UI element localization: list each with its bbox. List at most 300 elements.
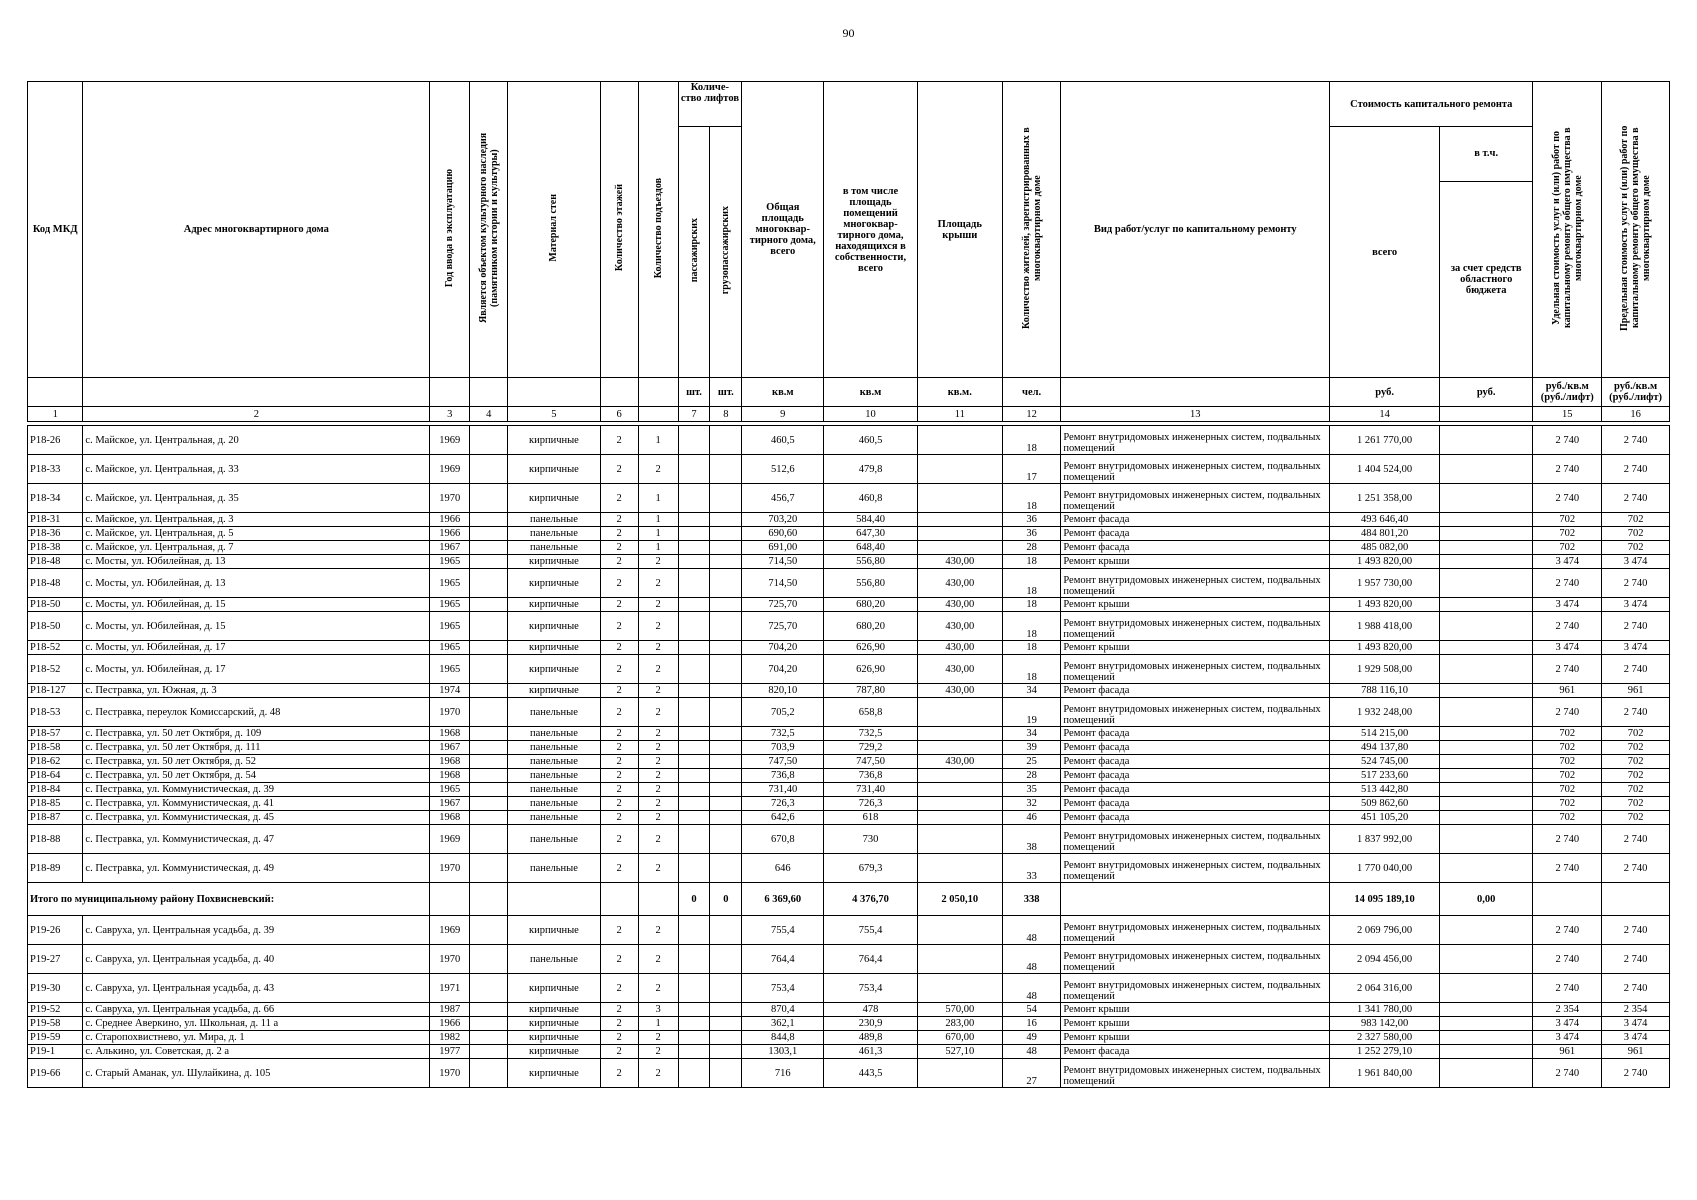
address-cell: с. Пестравка, ул. Южная, д. 3 bbox=[83, 684, 430, 698]
column-number: 15 bbox=[1533, 407, 1602, 422]
floors-cell: 2 bbox=[600, 655, 638, 684]
unit-cost-cell: 702 bbox=[1533, 541, 1602, 555]
unit-cost-cell: 2 740 bbox=[1533, 825, 1602, 854]
code-cell: Р18-36 bbox=[28, 527, 83, 541]
wall-cell: кирпичные bbox=[508, 612, 600, 641]
roof-area-cell: 670,00 bbox=[917, 1031, 1002, 1045]
cost-total-cell: 788 116,10 bbox=[1330, 684, 1440, 698]
lifts-cargo-cell bbox=[710, 783, 742, 797]
lifts-pass-cell bbox=[678, 541, 710, 555]
heritage-cell bbox=[470, 641, 508, 655]
unit-cost-cell: 702 bbox=[1533, 513, 1602, 527]
entrances-cell: 2 bbox=[638, 741, 678, 755]
unit-cost-cell: 702 bbox=[1533, 727, 1602, 741]
year-cell: 1966 bbox=[430, 527, 470, 541]
owned-area-cell: 747,50 bbox=[824, 755, 917, 769]
cost-regional-cell bbox=[1440, 655, 1533, 684]
address-cell: с. Савруха, ул. Центральная усадьба, д. 43 bbox=[83, 974, 430, 1003]
lifts-cargo-cell bbox=[710, 945, 742, 974]
heritage-cell bbox=[470, 484, 508, 513]
cost-total-cell: 524 745,00 bbox=[1330, 755, 1440, 769]
code-cell: Р18-57 bbox=[28, 727, 83, 741]
floors-cell: 2 bbox=[600, 854, 638, 883]
lifts-cargo-cell bbox=[710, 727, 742, 741]
residents-cell: 46 bbox=[1002, 811, 1060, 825]
floors-cell: 2 bbox=[600, 1017, 638, 1031]
owned-area-cell: 730 bbox=[824, 825, 917, 854]
cost-regional-cell bbox=[1440, 916, 1533, 945]
entrances-cell: 2 bbox=[638, 1045, 678, 1059]
unit-cost-cell: 3 474 bbox=[1533, 1017, 1602, 1031]
cost-regional-cell bbox=[1440, 455, 1533, 484]
wall-cell: кирпичные bbox=[508, 916, 600, 945]
col-roof-area-header: Площадь крыши bbox=[917, 82, 1002, 378]
code-cell: Р18-62 bbox=[28, 755, 83, 769]
lifts-pass-cell bbox=[678, 755, 710, 769]
address-cell: с. Майское, ул. Центральная, д. 3 bbox=[83, 513, 430, 527]
heritage-cell bbox=[470, 555, 508, 569]
code-cell: Р19-30 bbox=[28, 974, 83, 1003]
floors-cell: 2 bbox=[600, 698, 638, 727]
roof-area-cell bbox=[917, 698, 1002, 727]
heritage-cell bbox=[470, 698, 508, 727]
heritage-cell bbox=[470, 655, 508, 684]
owned-area-cell: 680,20 bbox=[824, 612, 917, 641]
cost-regional-cell bbox=[1440, 741, 1533, 755]
table-row bbox=[28, 569, 1670, 598]
address-cell: с. Пестравка, ул. Коммунистическая, д. 41 bbox=[83, 797, 430, 811]
cost-total-cell: 1 493 820,00 bbox=[1330, 641, 1440, 655]
total-area-cell: 670,8 bbox=[742, 825, 824, 854]
max-cost-cell: 702 bbox=[1602, 741, 1670, 755]
roof-area-cell: 430,00 bbox=[917, 555, 1002, 569]
cost-regional-cell bbox=[1440, 555, 1533, 569]
owned-area-cell: 680,20 bbox=[824, 598, 917, 612]
roof-area-cell bbox=[917, 945, 1002, 974]
unit-cost-cell: 702 bbox=[1533, 797, 1602, 811]
table-row bbox=[28, 555, 1670, 569]
address-cell: с. Пестравка, ул. 50 лет Октября, д. 111 bbox=[83, 741, 430, 755]
table-row bbox=[28, 1003, 1670, 1017]
roof-area-cell bbox=[917, 769, 1002, 783]
lifts-pass-cell bbox=[678, 555, 710, 569]
year-cell: 1965 bbox=[430, 612, 470, 641]
residents-cell: 18 bbox=[1002, 598, 1060, 612]
total-area-cell: 844,8 bbox=[742, 1031, 824, 1045]
unit-cost-cell: 2 740 bbox=[1533, 655, 1602, 684]
entrances-cell: 2 bbox=[638, 684, 678, 698]
owned-area-cell: 755,4 bbox=[824, 916, 917, 945]
entrances-cell: 1 bbox=[638, 1017, 678, 1031]
lifts-pass-cell bbox=[678, 698, 710, 727]
roof-area-cell bbox=[917, 513, 1002, 527]
col-lifts-pass-header: пассажирских bbox=[678, 127, 710, 378]
code-cell: Р19-27 bbox=[28, 945, 83, 974]
owned-area-sum: 4 376,70 bbox=[824, 883, 917, 916]
year-cell: 1965 bbox=[430, 598, 470, 612]
max-cost-cell: 2 740 bbox=[1602, 825, 1670, 854]
unit-lifts-pass: шт. bbox=[678, 378, 710, 407]
address-cell: с. Старопохвистнево, ул. Мира, д. 1 bbox=[83, 1031, 430, 1045]
heritage-cell bbox=[470, 513, 508, 527]
owned-area-cell: 460,8 bbox=[824, 484, 917, 513]
district-total-row bbox=[28, 883, 1670, 916]
column-number: 14 bbox=[1330, 407, 1440, 422]
work-type-cell: Ремонт крыши bbox=[1061, 1031, 1330, 1045]
table-row bbox=[28, 655, 1670, 684]
residents-cell: 18 bbox=[1002, 426, 1060, 455]
column-number bbox=[638, 407, 678, 422]
code-cell: Р18-89 bbox=[28, 854, 83, 883]
address-cell: с. Пестравка, ул. Коммунистическая, д. 47 bbox=[83, 825, 430, 854]
work-type-cell: Ремонт фасада bbox=[1061, 541, 1330, 555]
floors-cell: 2 bbox=[600, 641, 638, 655]
entrances-cell: 2 bbox=[638, 612, 678, 641]
table-row bbox=[28, 455, 1670, 484]
residents-cell: 48 bbox=[1002, 916, 1060, 945]
cost-regional-cell bbox=[1440, 1003, 1533, 1017]
lifts-cargo-cell bbox=[710, 555, 742, 569]
lifts-cargo-cell bbox=[710, 854, 742, 883]
year-cell: 1970 bbox=[430, 484, 470, 513]
lifts-cargo-cell bbox=[710, 612, 742, 641]
lifts-pass-cell bbox=[678, 569, 710, 598]
max-cost-cell: 702 bbox=[1602, 797, 1670, 811]
table-row bbox=[28, 684, 1670, 698]
total-empty-cell bbox=[430, 883, 470, 916]
roof-area-cell bbox=[917, 1059, 1002, 1088]
floors-cell: 2 bbox=[600, 598, 638, 612]
heritage-cell bbox=[470, 797, 508, 811]
col-floors-header: Количество этажей bbox=[600, 82, 638, 378]
work-type-cell: Ремонт фасада bbox=[1061, 811, 1330, 825]
address-cell: с. Алькино, ул. Советская, д. 2 а bbox=[83, 1045, 430, 1059]
lifts-pass-cell bbox=[678, 916, 710, 945]
table-row bbox=[28, 797, 1670, 811]
cost-regional-cell bbox=[1440, 974, 1533, 1003]
cost-total-cell: 1 770 040,00 bbox=[1330, 854, 1440, 883]
lifts-cargo-cell bbox=[710, 916, 742, 945]
cost-regional-cell bbox=[1440, 1031, 1533, 1045]
lifts-cargo-cell bbox=[710, 769, 742, 783]
work-type-cell: Ремонт крыши bbox=[1061, 1003, 1330, 1017]
entrances-cell: 2 bbox=[638, 797, 678, 811]
work-type-cell: Ремонт внутридомовых инженерных систем, подвальных помещений bbox=[1061, 426, 1330, 455]
column-number: 13 bbox=[1061, 407, 1330, 422]
roof-area-cell bbox=[917, 727, 1002, 741]
units-row bbox=[28, 378, 1670, 407]
residents-cell: 32 bbox=[1002, 797, 1060, 811]
unit-cost-cell: 702 bbox=[1533, 527, 1602, 541]
floors-cell: 2 bbox=[600, 727, 638, 741]
floors-cell: 2 bbox=[600, 1045, 638, 1059]
col-cost-total-header: всего bbox=[1330, 127, 1440, 378]
table-row bbox=[28, 916, 1670, 945]
total-area-cell: 747,50 bbox=[742, 755, 824, 769]
cost-regional-cell bbox=[1440, 569, 1533, 598]
floors-cell: 2 bbox=[600, 769, 638, 783]
table-row bbox=[28, 783, 1670, 797]
owned-area-cell: 618 bbox=[824, 811, 917, 825]
column-number: 11 bbox=[917, 407, 1002, 422]
address-cell: с. Майское, ул. Центральная, д. 20 bbox=[83, 426, 430, 455]
code-cell: Р18-26 bbox=[28, 426, 83, 455]
max-cost-cell: 702 bbox=[1602, 783, 1670, 797]
work-type-cell: Ремонт внутридомовых инженерных систем, подвальных помещений bbox=[1061, 612, 1330, 641]
wall-cell: панельные bbox=[508, 727, 600, 741]
cost-regional-cell bbox=[1440, 1017, 1533, 1031]
cost-total-cell: 494 137,80 bbox=[1330, 741, 1440, 755]
wall-cell: панельные bbox=[508, 769, 600, 783]
unit-residents: чел. bbox=[1002, 378, 1060, 407]
max-cost-cell: 2 740 bbox=[1602, 426, 1670, 455]
wall-cell: кирпичные bbox=[508, 555, 600, 569]
year-cell: 1969 bbox=[430, 916, 470, 945]
residents-sum: 338 bbox=[1002, 883, 1060, 916]
max-cost-cell: 2 740 bbox=[1602, 945, 1670, 974]
residents-cell: 18 bbox=[1002, 655, 1060, 684]
lifts-pass-cell bbox=[678, 769, 710, 783]
column-number: 5 bbox=[508, 407, 600, 422]
owned-area-cell: 230,9 bbox=[824, 1017, 917, 1031]
total-empty-cell bbox=[1602, 883, 1670, 916]
page-number: 90 bbox=[842, 26, 855, 40]
unit-cost-cell: 961 bbox=[1533, 1045, 1602, 1059]
cost-regional-cell bbox=[1440, 484, 1533, 513]
code-cell: Р19-26 bbox=[28, 916, 83, 945]
residents-cell: 27 bbox=[1002, 1059, 1060, 1088]
year-cell: 1970 bbox=[430, 854, 470, 883]
wall-cell: панельные bbox=[508, 527, 600, 541]
cost-regional-cell bbox=[1440, 426, 1533, 455]
roof-area-cell bbox=[917, 974, 1002, 1003]
max-cost-cell: 2 740 bbox=[1602, 569, 1670, 598]
year-cell: 1969 bbox=[430, 825, 470, 854]
roof-area-cell bbox=[917, 825, 1002, 854]
cost-regional-cell bbox=[1440, 513, 1533, 527]
col-address-header: Адрес многоквартирного дома bbox=[83, 82, 430, 378]
address-cell: с. Савруха, ул. Центральная усадьба, д. 39 bbox=[83, 916, 430, 945]
lifts-pass-cell bbox=[678, 612, 710, 641]
total-area-cell: 691,00 bbox=[742, 541, 824, 555]
floors-cell: 2 bbox=[600, 974, 638, 1003]
lifts-pass-cell bbox=[678, 854, 710, 883]
year-cell: 1982 bbox=[430, 1031, 470, 1045]
total-area-cell: 755,4 bbox=[742, 916, 824, 945]
lifts-cargo-cell bbox=[710, 513, 742, 527]
total-area-cell: 725,70 bbox=[742, 612, 824, 641]
lifts-cargo-cell bbox=[710, 426, 742, 455]
roof-area-cell bbox=[917, 426, 1002, 455]
unit-cost-regional: руб. bbox=[1440, 378, 1533, 407]
total-area-cell: 716 bbox=[742, 1059, 824, 1088]
roof-area-cell: 570,00 bbox=[917, 1003, 1002, 1017]
address-cell: с. Савруха, ул. Центральная усадьба, д. 40 bbox=[83, 945, 430, 974]
code-cell: Р18-50 bbox=[28, 612, 83, 641]
table-row bbox=[28, 825, 1670, 854]
residents-cell: 36 bbox=[1002, 527, 1060, 541]
work-type-cell: Ремонт фасада bbox=[1061, 727, 1330, 741]
lifts-cargo-cell bbox=[710, 1003, 742, 1017]
entrances-cell: 2 bbox=[638, 945, 678, 974]
roof-area-sum: 2 050,10 bbox=[917, 883, 1002, 916]
unit-cost-cell: 2 740 bbox=[1533, 426, 1602, 455]
owned-area-cell: 732,5 bbox=[824, 727, 917, 741]
total-area-cell: 642,6 bbox=[742, 811, 824, 825]
header-row-1 bbox=[28, 82, 1670, 127]
max-cost-cell: 2 740 bbox=[1602, 455, 1670, 484]
floors-cell: 2 bbox=[600, 541, 638, 555]
entrances-cell: 1 bbox=[638, 513, 678, 527]
max-cost-cell: 2 740 bbox=[1602, 1059, 1670, 1088]
code-cell: Р18-127 bbox=[28, 684, 83, 698]
lifts-pass-cell bbox=[678, 655, 710, 684]
code-cell: Р18-33 bbox=[28, 455, 83, 484]
wall-cell: кирпичные bbox=[508, 598, 600, 612]
column-number bbox=[1440, 407, 1533, 422]
entrances-cell: 2 bbox=[638, 974, 678, 1003]
owned-area-cell: 443,5 bbox=[824, 1059, 917, 1088]
table-row bbox=[28, 811, 1670, 825]
unit-cost-cell: 702 bbox=[1533, 811, 1602, 825]
cost-regional-cell bbox=[1440, 811, 1533, 825]
cost-total-cell: 1 252 279,10 bbox=[1330, 1045, 1440, 1059]
column-number: 8 bbox=[710, 407, 742, 422]
lifts-cargo-cell bbox=[710, 598, 742, 612]
residents-cell: 54 bbox=[1002, 1003, 1060, 1017]
residents-cell: 39 bbox=[1002, 741, 1060, 755]
unit-cost-cell: 2 740 bbox=[1533, 569, 1602, 598]
residents-cell: 19 bbox=[1002, 698, 1060, 727]
total-area-cell: 703,20 bbox=[742, 513, 824, 527]
unit-total-area: кв.м bbox=[742, 378, 824, 407]
max-cost-cell: 702 bbox=[1602, 727, 1670, 741]
heritage-cell bbox=[470, 916, 508, 945]
address-cell: с. Среднее Аверкино, ул. Школьная, д. 11 а bbox=[83, 1017, 430, 1031]
table-row bbox=[28, 1059, 1670, 1088]
table-row bbox=[28, 741, 1670, 755]
table-row bbox=[28, 854, 1670, 883]
roof-area-cell: 430,00 bbox=[917, 655, 1002, 684]
lifts-pass-cell bbox=[678, 741, 710, 755]
table-row bbox=[28, 513, 1670, 527]
lifts-pass-cell bbox=[678, 811, 710, 825]
roof-area-cell bbox=[917, 741, 1002, 755]
cost-total-cell: 484 801,20 bbox=[1330, 527, 1440, 541]
owned-area-cell: 461,3 bbox=[824, 1045, 917, 1059]
entrances-cell: 1 bbox=[638, 541, 678, 555]
work-type-cell: Ремонт крыши bbox=[1061, 555, 1330, 569]
year-cell: 1968 bbox=[430, 755, 470, 769]
cost-total-cell: 1 251 358,00 bbox=[1330, 484, 1440, 513]
work-type-cell: Ремонт фасада bbox=[1061, 1045, 1330, 1059]
heritage-cell bbox=[470, 612, 508, 641]
max-cost-cell: 3 474 bbox=[1602, 641, 1670, 655]
total-lifts-cargo: 0 bbox=[710, 883, 742, 916]
roof-area-cell bbox=[917, 797, 1002, 811]
cost-total-cell: 1 261 770,00 bbox=[1330, 426, 1440, 455]
lifts-pass-cell bbox=[678, 797, 710, 811]
work-type-cell: Ремонт крыши bbox=[1061, 1017, 1330, 1031]
total-empty-cell bbox=[1533, 883, 1602, 916]
work-type-cell: Ремонт фасада bbox=[1061, 684, 1330, 698]
lifts-pass-cell bbox=[678, 426, 710, 455]
total-empty-cell bbox=[638, 883, 678, 916]
floors-cell: 2 bbox=[600, 1059, 638, 1088]
lifts-cargo-cell bbox=[710, 455, 742, 484]
cost-total-cell: 2 327 580,00 bbox=[1330, 1031, 1440, 1045]
total-area-cell: 703,9 bbox=[742, 741, 824, 755]
unit-cost-cell: 2 740 bbox=[1533, 484, 1602, 513]
floors-cell: 2 bbox=[600, 527, 638, 541]
unit-cost-cell: 702 bbox=[1533, 741, 1602, 755]
wall-cell: кирпичные bbox=[508, 641, 600, 655]
owned-area-cell: 556,80 bbox=[824, 569, 917, 598]
residents-cell: 18 bbox=[1002, 569, 1060, 598]
table-row bbox=[28, 755, 1670, 769]
heritage-cell bbox=[470, 527, 508, 541]
lifts-pass-cell bbox=[678, 1003, 710, 1017]
owned-area-cell: 726,3 bbox=[824, 797, 917, 811]
cost-total-sum: 14 095 189,10 bbox=[1330, 883, 1440, 916]
cost-regional-cell bbox=[1440, 641, 1533, 655]
wall-cell: кирпичные bbox=[508, 569, 600, 598]
address-cell: с. Мосты, ул. Юбилейная, д. 15 bbox=[83, 598, 430, 612]
cost-total-cell: 1 493 820,00 bbox=[1330, 598, 1440, 612]
owned-area-cell: 556,80 bbox=[824, 555, 917, 569]
heritage-cell bbox=[470, 598, 508, 612]
lifts-pass-cell bbox=[678, 1059, 710, 1088]
code-cell: Р18-52 bbox=[28, 641, 83, 655]
unit-lifts-cargo: шт. bbox=[710, 378, 742, 407]
unit-cost-cell: 702 bbox=[1533, 755, 1602, 769]
roof-area-cell: 430,00 bbox=[917, 755, 1002, 769]
residents-cell: 18 bbox=[1002, 641, 1060, 655]
cost-total-cell: 1 493 820,00 bbox=[1330, 555, 1440, 569]
col-wall-header: Материал стен bbox=[508, 82, 600, 378]
heritage-cell bbox=[470, 1045, 508, 1059]
owned-area-cell: 479,8 bbox=[824, 455, 917, 484]
floors-cell: 2 bbox=[600, 684, 638, 698]
total-area-cell: 705,2 bbox=[742, 698, 824, 727]
year-cell: 1970 bbox=[430, 698, 470, 727]
wall-cell: панельные bbox=[508, 825, 600, 854]
entrances-cell: 2 bbox=[638, 698, 678, 727]
lifts-pass-cell bbox=[678, 945, 710, 974]
total-area-cell: 820,10 bbox=[742, 684, 824, 698]
col-cost-regional-header: за счет средств областного бюджета bbox=[1440, 181, 1533, 377]
table-row bbox=[28, 426, 1670, 455]
year-cell: 1987 bbox=[430, 1003, 470, 1017]
lifts-cargo-cell bbox=[710, 641, 742, 655]
lifts-cargo-cell bbox=[710, 684, 742, 698]
wall-cell: кирпичные bbox=[508, 1045, 600, 1059]
cost-total-cell: 509 862,60 bbox=[1330, 797, 1440, 811]
lifts-cargo-cell bbox=[710, 811, 742, 825]
roof-area-cell bbox=[917, 541, 1002, 555]
address-cell: с. Мосты, ул. Юбилейная, д. 17 bbox=[83, 655, 430, 684]
owned-area-cell: 647,30 bbox=[824, 527, 917, 541]
work-type-cell: Ремонт фасада bbox=[1061, 741, 1330, 755]
wall-cell: панельные bbox=[508, 541, 600, 555]
cost-regional-cell bbox=[1440, 541, 1533, 555]
year-cell: 1968 bbox=[430, 769, 470, 783]
lifts-pass-cell bbox=[678, 783, 710, 797]
residents-cell: 18 bbox=[1002, 555, 1060, 569]
owned-area-cell: 648,40 bbox=[824, 541, 917, 555]
table-row bbox=[28, 727, 1670, 741]
roof-area-cell: 430,00 bbox=[917, 598, 1002, 612]
